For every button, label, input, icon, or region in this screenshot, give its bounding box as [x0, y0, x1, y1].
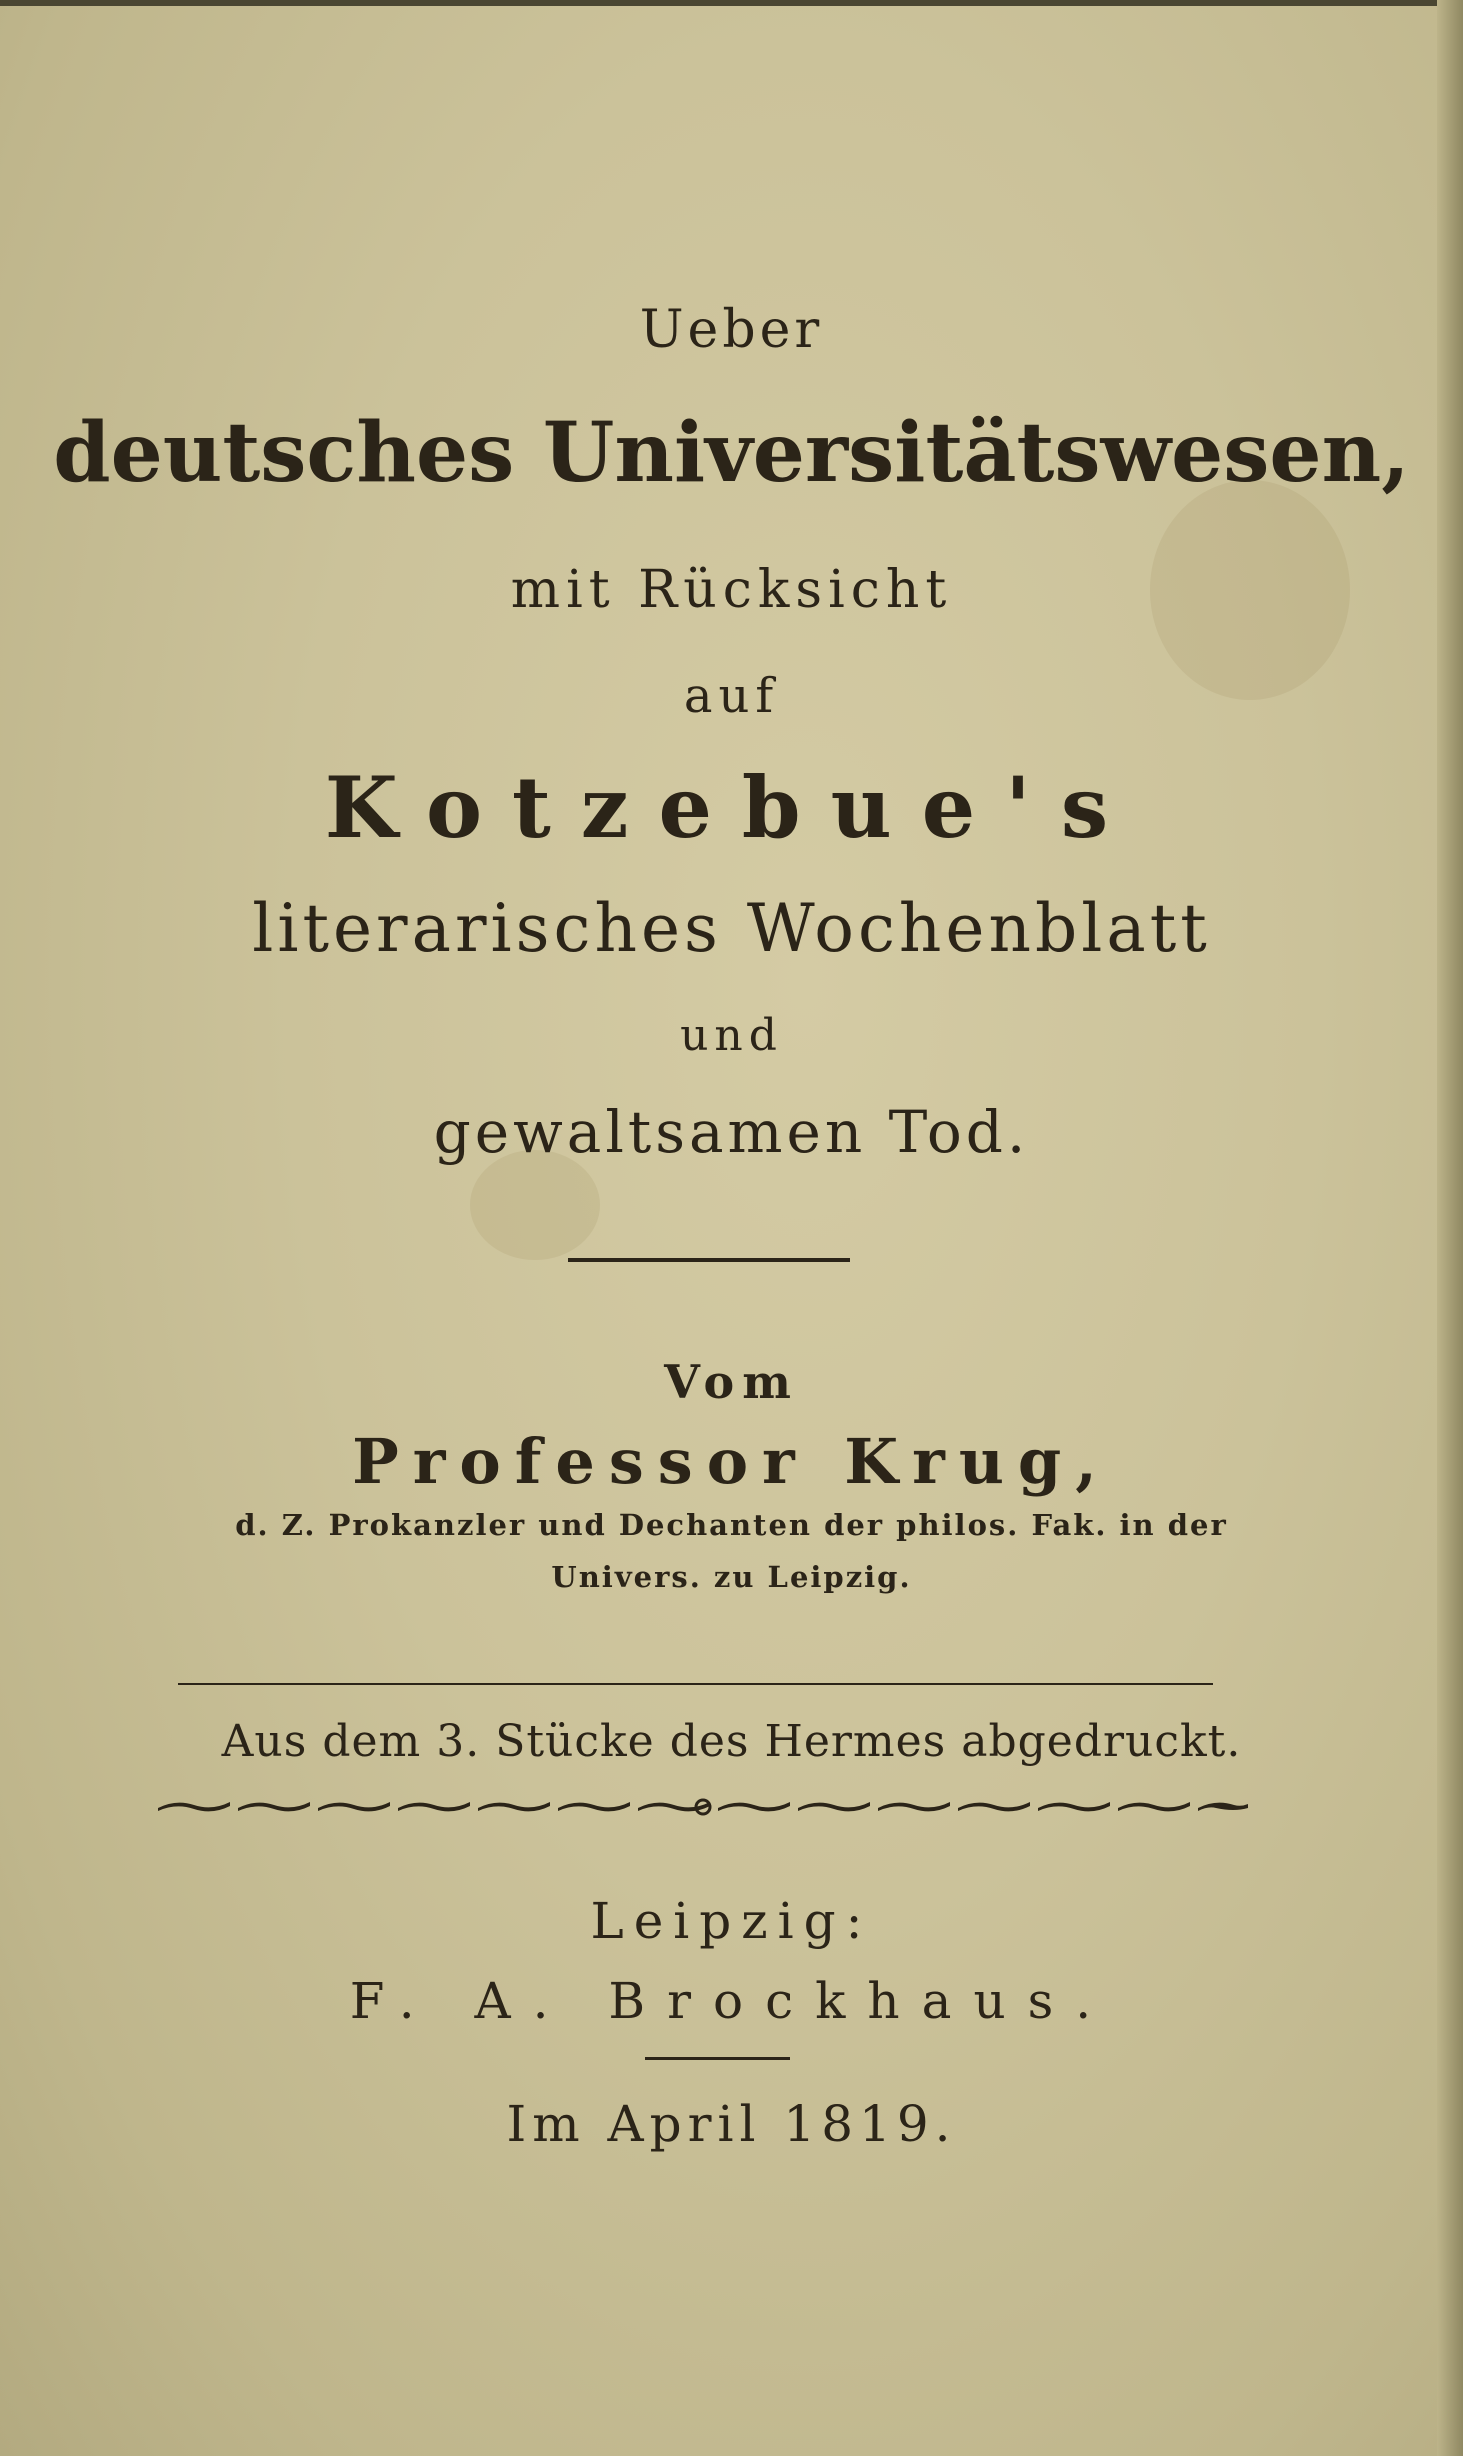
title-kotzebue: Kotzebue's	[324, 758, 1139, 857]
author-description-line2: Univers. zu Leipzig.	[551, 1560, 912, 1594]
source-note: Aus dem 3. Stücke des Hermes abgedruckt.	[221, 1716, 1242, 1767]
divider-rule	[645, 2057, 790, 2060]
right-edge	[1437, 0, 1463, 2456]
title-mit-ruecksicht: mit Rücksicht	[510, 560, 953, 620]
divider-rule	[568, 1258, 850, 1262]
title-und: und	[680, 1010, 783, 1061]
top-edge	[0, 0, 1463, 6]
title-ueber: Ueber	[639, 300, 824, 360]
divider-rule	[178, 1683, 1213, 1685]
title-auf: auf	[683, 668, 780, 724]
title-tod: gewaltsamen Tod.	[433, 1098, 1030, 1166]
author-name: Professor Krug,	[352, 1425, 1111, 1498]
ornamental-rule	[158, 1795, 1248, 1819]
main-title: deutsches Universitätswesen,	[53, 405, 1410, 501]
imprint-publisher: F. A. Brockhaus.	[349, 1972, 1114, 2030]
imprint-date: Im April 1819.	[506, 2095, 957, 2153]
ornament-pattern	[158, 1800, 1248, 1814]
paper-stain	[470, 1150, 600, 1260]
title-wochenblatt: literarisches Wochenblatt	[252, 890, 1211, 967]
author-vom: Vom	[664, 1355, 799, 1409]
author-description-line1: d. Z. Prokanzler und Dechanten der philos. Fak. in der	[235, 1508, 1228, 1542]
imprint-place: Leipzig:	[590, 1892, 873, 1950]
